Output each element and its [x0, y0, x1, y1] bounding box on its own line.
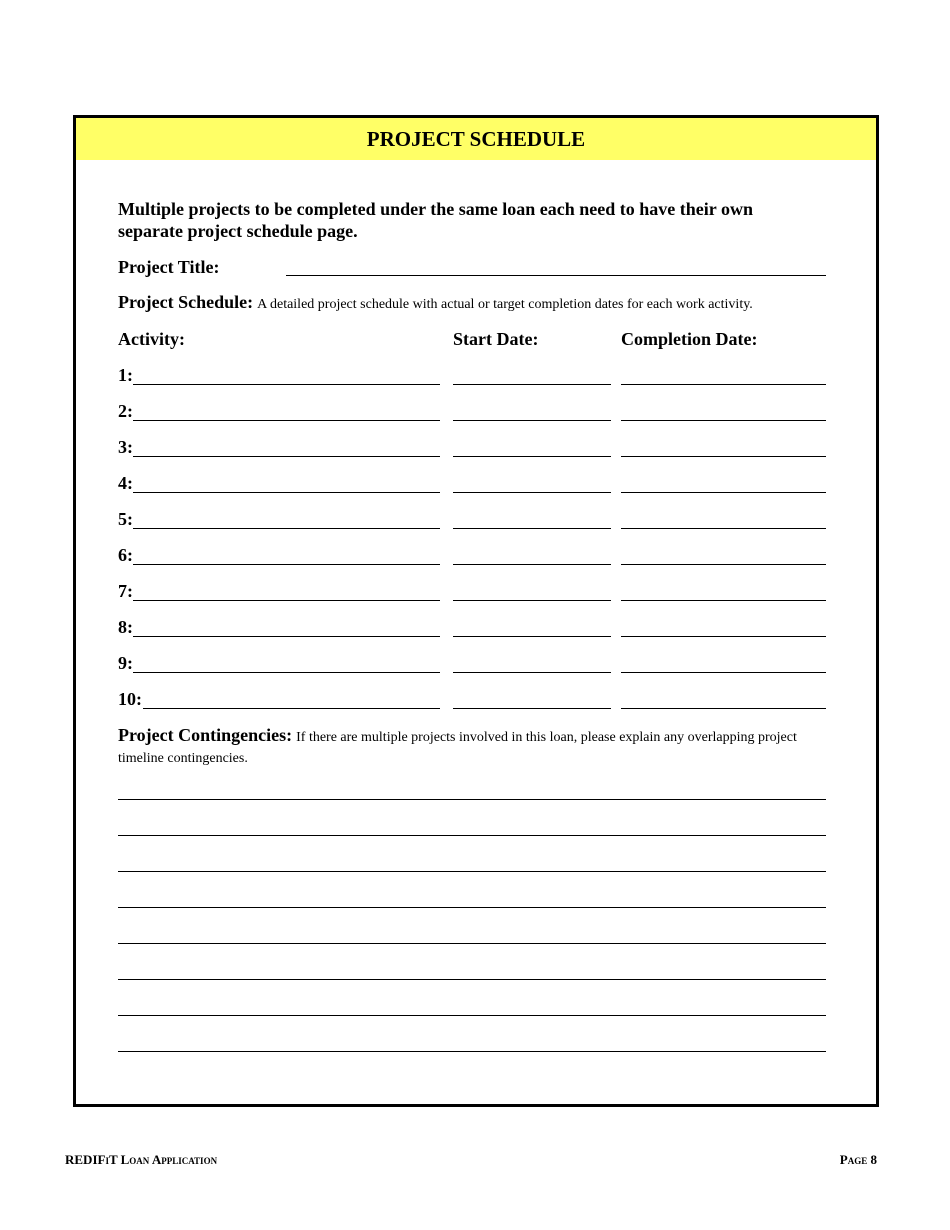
- activity-field[interactable]: [133, 528, 440, 529]
- form-frame: [73, 115, 879, 1107]
- row-number: 10:: [118, 689, 142, 709]
- activity-field[interactable]: [133, 492, 440, 493]
- contingency-line[interactable]: [118, 979, 826, 980]
- activity-field[interactable]: [133, 672, 440, 673]
- activity-field[interactable]: [133, 636, 440, 637]
- activity-field[interactable]: [143, 708, 440, 709]
- column-activity: Activity:: [118, 329, 185, 349]
- completion-date-field[interactable]: [621, 600, 826, 601]
- contingency-line[interactable]: [118, 1015, 826, 1016]
- contingency-line[interactable]: [118, 1051, 826, 1052]
- project-title-label: Project Title:: [118, 257, 220, 277]
- footer-page-number: Page 8: [839, 1152, 877, 1167]
- activity-field[interactable]: [133, 420, 440, 421]
- contingencies-description: If there are multiple projects involved in this loan, please explain any overlapping project timeline contingencies.: [118, 730, 797, 766]
- contingency-line[interactable]: [118, 871, 826, 872]
- start-date-field[interactable]: [453, 528, 611, 529]
- schedule-label: Project Schedule:: [118, 292, 254, 312]
- activity-field[interactable]: [133, 600, 440, 601]
- activity-field[interactable]: [133, 384, 440, 385]
- project-title-field[interactable]: [286, 275, 826, 276]
- completion-date-field[interactable]: [621, 636, 826, 637]
- row-number: 6:: [118, 545, 133, 565]
- contingencies-label: Project Contingencies:: [118, 725, 293, 745]
- completion-date-field[interactable]: [621, 492, 826, 493]
- start-date-field[interactable]: [453, 564, 611, 565]
- completion-date-field[interactable]: [621, 456, 826, 457]
- row-number: 1:: [118, 365, 133, 385]
- start-date-field[interactable]: [453, 456, 611, 457]
- row-number: 9:: [118, 653, 133, 673]
- row-number: 5:: [118, 509, 133, 529]
- column-completion-date: Completion Date:: [621, 329, 758, 349]
- completion-date-field[interactable]: [621, 420, 826, 421]
- activity-field[interactable]: [133, 564, 440, 565]
- row-number: 7:: [118, 581, 133, 601]
- contingency-line[interactable]: [118, 835, 826, 836]
- start-date-field[interactable]: [453, 672, 611, 673]
- column-start-date: Start Date:: [453, 329, 539, 349]
- completion-date-field[interactable]: [621, 384, 826, 385]
- intro-text: Multiple projects to be completed under the same loan each need to have their own separate project schedule page.: [118, 199, 753, 241]
- start-date-field[interactable]: [453, 636, 611, 637]
- row-number: 3:: [118, 437, 133, 457]
- completion-date-field[interactable]: [621, 708, 826, 709]
- schedule-heading: [118, 292, 838, 313]
- row-number: 8:: [118, 617, 133, 637]
- page-title: PROJECT SCHEDULE: [76, 118, 876, 160]
- schedule-description: A detailed project schedule with actual or target completion dates for each work activity.: [257, 297, 753, 312]
- start-date-field[interactable]: [453, 708, 611, 709]
- activity-field[interactable]: [133, 456, 440, 457]
- row-number: 4:: [118, 473, 133, 493]
- row-number: 2:: [118, 401, 133, 421]
- contingency-line[interactable]: [118, 907, 826, 908]
- contingency-line[interactable]: [118, 943, 826, 944]
- start-date-field[interactable]: [453, 420, 611, 421]
- completion-date-field[interactable]: [621, 528, 826, 529]
- start-date-field[interactable]: [453, 600, 611, 601]
- start-date-field[interactable]: [453, 492, 611, 493]
- completion-date-field[interactable]: [621, 564, 826, 565]
- footer-document-name: REDIFiT Loan Application: [65, 1152, 218, 1167]
- contingencies-heading: [118, 725, 828, 769]
- start-date-field[interactable]: [453, 384, 611, 385]
- contingency-line[interactable]: [118, 799, 826, 800]
- completion-date-field[interactable]: [621, 672, 826, 673]
